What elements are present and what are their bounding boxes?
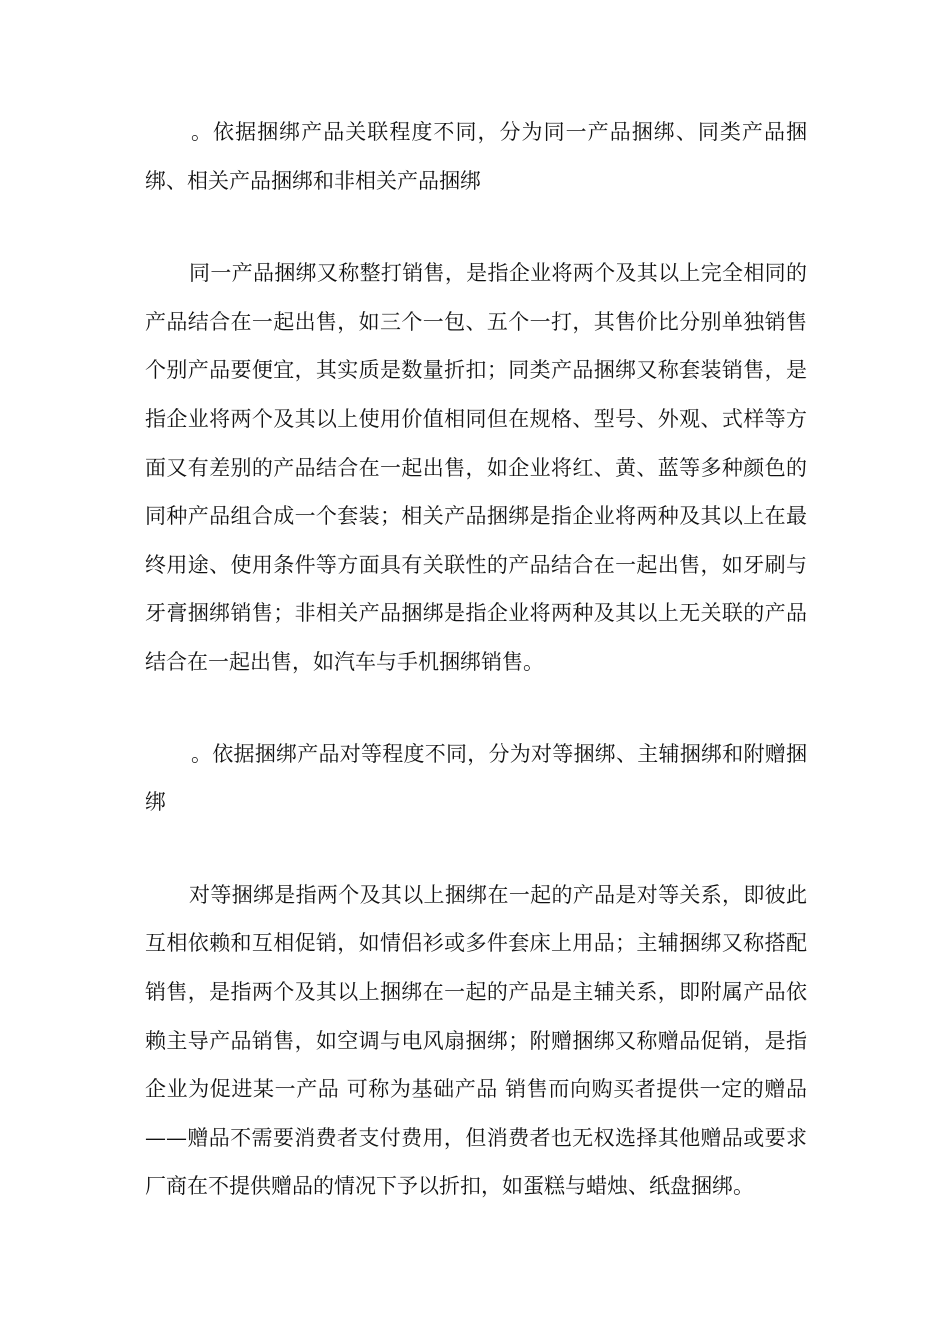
section-2-body: 对等捆绑是指两个及其以上捆绑在一起的产品是对等关系，即彼此互相依赖和互相促销，如情侣衫或多件套床上用品；主辅捆绑又称搭配销售，是指两个及其以上捆绑在一起的产品是主辅关系，即附属产品依赖主导产品销售，如空调与电风扇捆绑；附赠捆绑又称赠品促销，是指企业为促进某一产品 可称为基础产品 销售而向购买者提供一定的赠品——赠品不需要消费者支付费用，但消费者也无权选择其他赠品或要求厂商在不提供赠品的情况下予以折扣，如蛋糕与蜡烛、纸盘捆绑。 (145, 882, 807, 1199)
section-2-heading: 。依据捆绑产品对等程度不同，分为对等捆绑、主辅捆绑和附赠捆绑 (145, 741, 807, 815)
section-1-heading: 。依据捆绑产品关联程度不同，分为同一产品捆绑、同类产品捆绑、相关产品捆绑和非相关产品捆绑 (145, 120, 807, 193)
document-page (145, 108, 807, 1254)
section-1-body: 同一产品捆绑又称整打销售，是指企业将两个及其以上完全相同的产品结合在一起出售，如三个一包、五个一打，其售价比分别单独销售个别产品要便宜，其实质是数量折扣；同类产品捆绑又称套装销售，是指企业将两个及其以上使用价值相同但在规格、型号、外观、式样等方面又有差别的产品结合在一起出售，如企业将红、黄、蓝等多种颜色的同种产品组合成一个套装；相关产品捆绑是指企业将两种及其以上在最终用途、使用条件等方面具有关联性的产品结合在一起出售，如牙刷与牙膏捆绑销售；非相关产品捆绑是指企业将两种及其以上无关联的产品结合在一起出售，如汽车与手机捆绑销售。 (145, 261, 807, 674)
